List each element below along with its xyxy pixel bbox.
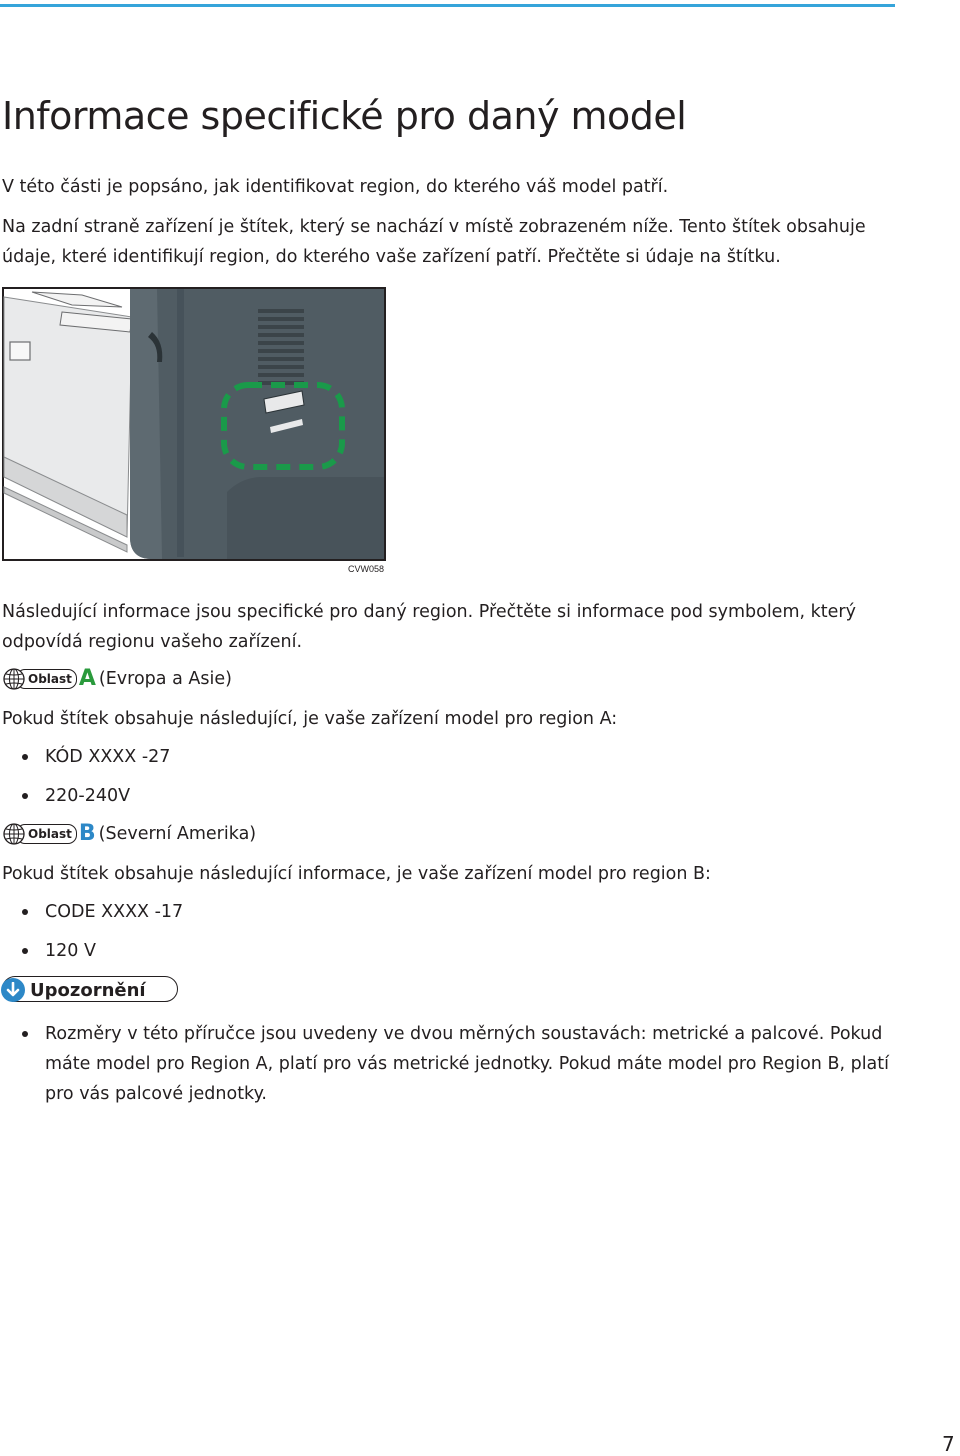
- bullet-icon: [22, 909, 28, 915]
- region-a-badge: [2, 667, 96, 691]
- intro-paragraph-2: Na zadní straně zařízení je štítek, který se nachází v místě zobrazeném níže. Tento štítek obsahuje údaje, které identifikují region, do kterého vaše zařízení patří. Přečtěte si údaje na štítku.: [2, 217, 866, 267]
- page-title: Informace specifické pro daný model: [2, 94, 687, 138]
- region-b-badge-label: Oblast: [16, 824, 77, 844]
- page-number: 7: [942, 1432, 955, 1456]
- region-a-letter: A: [78, 666, 96, 691]
- region-a-description: Pokud štítek obsahuje následující, je vaše zařízení model pro region A:: [2, 709, 618, 729]
- top-accent-bar: [0, 4, 895, 7]
- note-heading: [2, 976, 178, 1003]
- region-a-heading: [2, 666, 232, 692]
- note-item: Rozměry v této příručce jsou uvedeny ve dvou měrných soustavách: metrické a palcové. Pokud máte model pro Region A, platí pro vás metrické jednotky. Pokud máte model pro Region B, platí pro vás palcové jednotky.: [22, 1019, 892, 1109]
- region-b-description: Pokud štítek obsahuje následující informace, je vaše zařízení model pro region B:: [2, 864, 711, 884]
- region-a-item: 220-240V: [22, 781, 130, 811]
- globe-icon: [2, 822, 26, 846]
- arrow-down-icon: [1, 978, 25, 1002]
- bullet-icon: [22, 948, 28, 954]
- figure-code: CVW058: [348, 564, 385, 574]
- note-label: Upozornění: [30, 979, 146, 1001]
- region-b-heading: [2, 821, 256, 847]
- region-intro-paragraph: Následující informace jsou specifické pro daný region. Přečtěte si informace pod symbolem, který odpovídá regionu vašeho zařízení.: [2, 602, 856, 652]
- bullet-icon: [22, 754, 28, 760]
- printer-rear-label-figure: [2, 287, 386, 561]
- region-a-name: (Evropa a Asie): [98, 669, 232, 689]
- region-b-item: CODE XXXX -17: [22, 897, 183, 927]
- region-b-letter: B: [78, 821, 96, 846]
- bullet-icon: [22, 1031, 28, 1037]
- globe-icon: [2, 667, 26, 691]
- region-b-name: (Severní Amerika): [98, 824, 257, 844]
- bullet-icon: [22, 793, 28, 799]
- region-a-badge-label: Oblast: [16, 669, 77, 689]
- region-b-badge: [2, 822, 96, 846]
- region-b-item: 120 V: [22, 936, 96, 966]
- region-a-item: KÓD XXXX -27: [22, 742, 170, 772]
- intro-paragraph-1: V této části je popsáno, jak identifikovat region, do kterého váš model patří.: [2, 177, 669, 197]
